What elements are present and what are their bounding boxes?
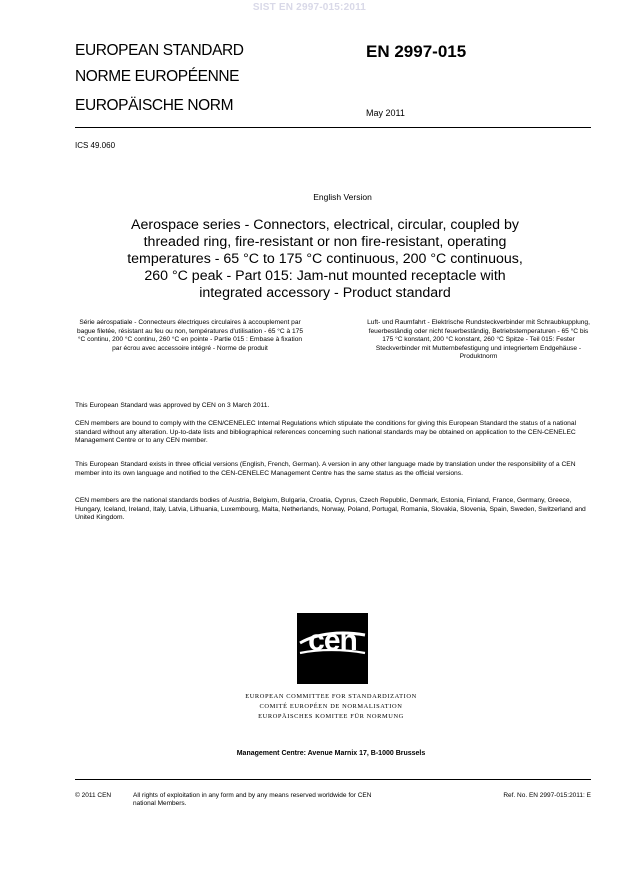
language-version: English Version [313,192,372,202]
reference-number: Ref. No. EN 2997-015:2011: E [503,792,591,799]
management-centre-address: Management Centre: Avenue Marnix 17, B-1000 Brussels [236,750,426,757]
compliance-paragraph: CEN members are bound to comply with the CEN/CENELEC Internal Regulations which stipulate the conditions for giving this European Standard the status of a national standard without any alteration. Up-to-date lists and bibliographical references concerning such national standards may be obtained on application to the CEN-CENELEC Management Centre or to any CEN member. [75,420,577,444]
copyright-notice: © 2011 CEN [75,792,112,799]
versions-paragraph: This European Standard exists in three official versions (English, French, German). A version in any other language made by translation under the responsibility of a CEN member into its own language and notified to the CEN-CENELEC Management Centre has the same status as the official versions. [75,461,576,477]
committee-name-de: EUROPÄISCHES KOMITEE FÜR NORMUNG [258,713,404,720]
members-paragraph: CEN members are the national standards bodies of Austria, Belgium, Bulgaria, Croatia, Cyprus, Czech Republic, Denmark, Estonia, Finland, France, Germany, Greece, Hungary, Iceland, Ireland, Italy, Latvia, Lithuania, Luxembourg, Malta, Netherlands, Norway, Poland, Portugal, Romania, Slovakia, Slovenia, Spain, Sweden, Switzerland and United Kingdom. [75,497,586,521]
german-title: Luft- und Raumfahrt - Elektrische Rundsteckverbinder mit Schraubkupplung, feuerbeständig oder nicht feuerbeständig, Betriebstemperaturen - 65 °C bis 175 °C konstant, 200 °C konstant, 260 °C Spitze - Teil 015: Fester Steckverbinder mit Mutternbefestigung und integriertem Endgehäuse - Produktnorm [367,319,590,360]
standard-title-en: EUROPEAN STANDARD [75,42,244,59]
standard-title-de: EUROPÄISCHE NORM [75,97,234,114]
rights-notice: All rights of exploitation in any form and by any means reserved worldwide for CEN national Members. [133,792,372,807]
approval-paragraph: This European Standard was approved by CEN on 3 March 2011. [75,402,270,409]
committee-name-fr: COMITÉ EUROPÉEN DE NORMALISATION [259,703,403,710]
cen-logo-text: cen [308,624,357,657]
cen-logo [297,613,368,684]
watermark: SIST EN 2997-015:2011 [252,2,367,13]
cen-logo-graphic [297,613,368,684]
french-title: Série aérospatiale - Connecteurs électriques circulaires à accouplement par bague filetée, résistant au feu ou non, températures d'utilisation - 65 °C à 175 °C continu, 200 °C continu, 260 °C en pointe - Partie 015 : Embase à fixation par écrou avec accessoire intégré - Norme de produit [76,319,304,352]
committee-name-en: EUROPEAN COMMITTEE FOR STANDARDIZATION [245,693,417,700]
standard-title-fr: NORME EUROPÉENNE [75,68,240,85]
document-title: Aerospace series - Connectors, electrical, circular, coupled by threaded ring, fire-resistant or non fire-resistant, operating temperatures - 65 °C to 175 °C continuous, 200 °C continuous, 260 °C peak - Part 015: Jam-nut mounted receptacle with integrated accessory - Product standard [127,217,523,301]
ics-code: ICS 49.060 [75,141,116,150]
standard-number: EN 2997-015 [366,42,467,61]
footer-rule [75,779,591,780]
publication-date: May 2011 [366,108,405,118]
header-rule [75,127,591,128]
